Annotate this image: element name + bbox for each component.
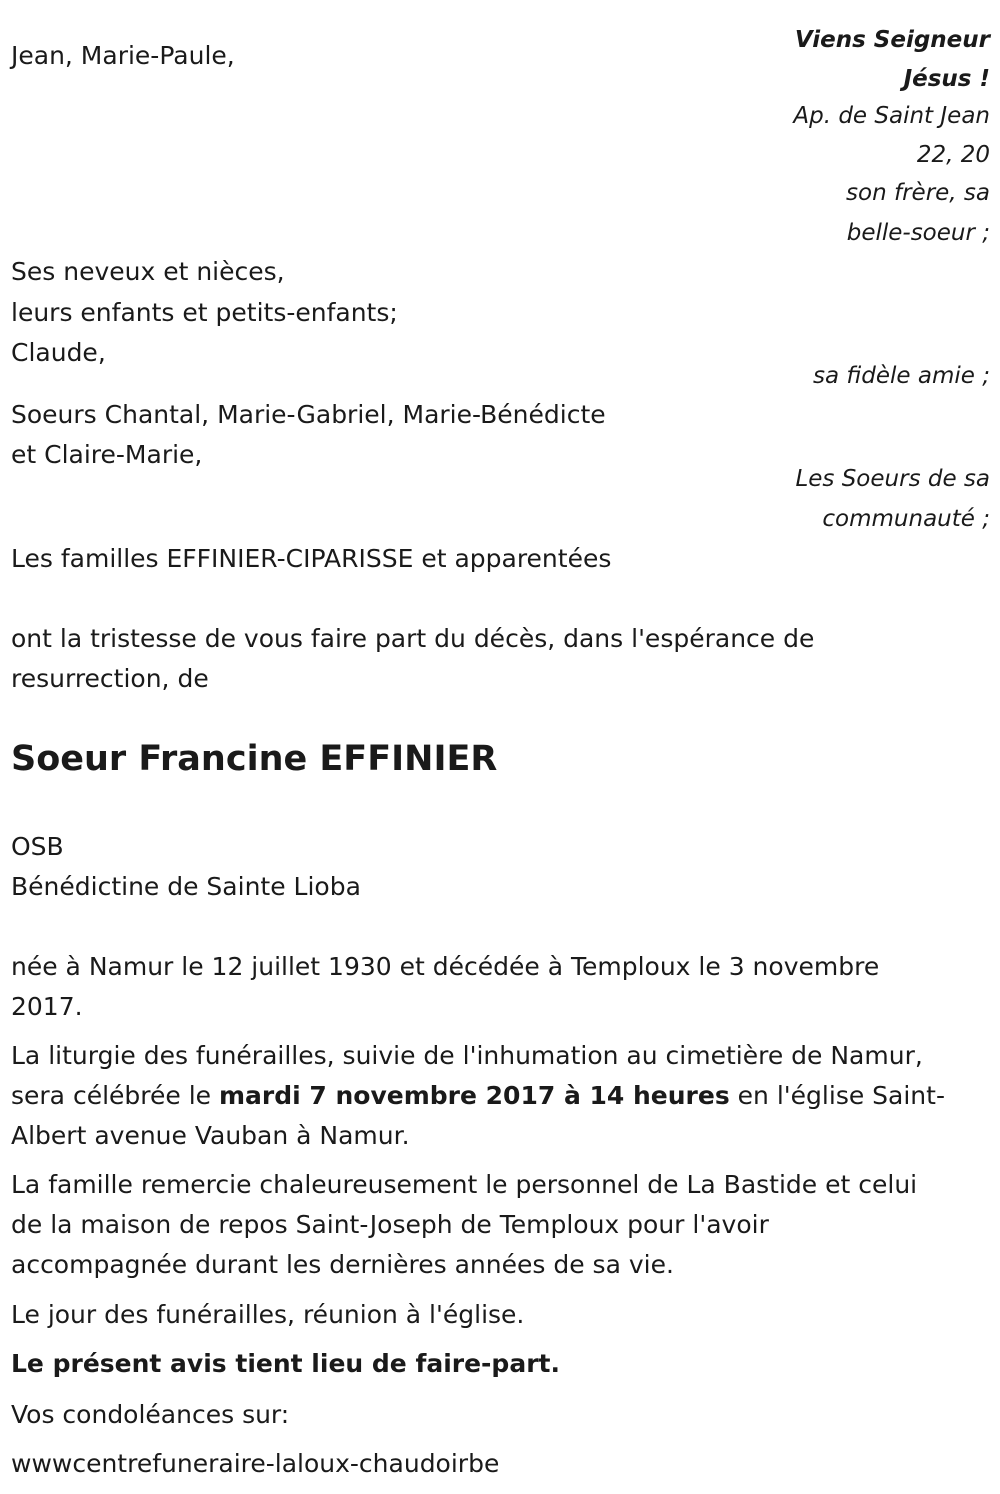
deceased-order: OSB xyxy=(11,832,64,861)
thanks-line-3: accompagnée durant les dernières années de sa vie. xyxy=(11,1250,674,1279)
funeral-line-3: Albert avenue Vauban à Namur. xyxy=(11,1121,410,1150)
family-line-7: Les familles EFFINIER-CIPARISSE et apparentées xyxy=(11,544,612,573)
funeral-line-2-before: sera célébrée le xyxy=(11,1081,219,1110)
condolences-url[interactable]: wwwcentrefuneraire-laloux-chaudoirbe xyxy=(11,1449,500,1478)
quote-line-1: Viens Seigneur xyxy=(794,27,990,53)
relation-brother: son frère, sa xyxy=(846,180,990,206)
funeral-line-1: La liturgie des funérailles, suivie de l'inhumation au cimetière de Namur, xyxy=(11,1041,923,1070)
thanks-line-1: La famille remercie chaleureusement le personnel de La Bastide et celui xyxy=(11,1170,918,1199)
deceased-community: Bénédictine de Sainte Lioba xyxy=(11,872,361,901)
condolences-label: Vos condoléances sur: xyxy=(11,1400,290,1429)
quote-reference-2: 22, 20 xyxy=(916,142,990,168)
quote-line-2: Jésus ! xyxy=(903,66,990,92)
thanks-line-2: de la maison de repos Saint-Joseph de Temploux pour l'avoir xyxy=(11,1210,769,1239)
meeting-note: Le jour des funérailles, réunion à l'église. xyxy=(11,1300,525,1329)
dates-line-2: 2017. xyxy=(11,992,83,1021)
funeral-date-time: mardi 7 novembre 2017 à 14 heures xyxy=(218,1081,730,1110)
relation-community-2: communauté ; xyxy=(822,506,990,532)
family-line-6: et Claire-Marie, xyxy=(11,440,203,469)
funeral-line-2-after: en l'église Saint- xyxy=(729,1081,945,1110)
notice-note: Le présent avis tient lieu de faire-part. xyxy=(11,1349,560,1378)
family-line-5: Soeurs Chantal, Marie-Gabriel, Marie-Bénédicte xyxy=(11,400,606,429)
announcement-line-2: resurrection, de xyxy=(11,664,209,693)
quote-reference-1: Ap. de Saint Jean xyxy=(793,103,990,129)
family-line-4: Claude, xyxy=(11,338,106,367)
relation-community-1: Les Soeurs de sa xyxy=(795,466,990,492)
funeral-line-2 xyxy=(11,1076,945,1116)
family-line-2: Ses neveux et nièces, xyxy=(11,257,285,286)
deceased-name: Soeur Francine EFFINIER xyxy=(11,739,498,779)
announcement-line-1: ont la tristesse de vous faire part du décès, dans l'espérance de xyxy=(11,624,815,653)
relation-friend: sa fidèle amie ; xyxy=(813,363,990,389)
family-line-3: leurs enfants et petits-enfants; xyxy=(11,298,398,327)
dates-line-1: née à Namur le 12 juillet 1930 et décédée à Temploux le 3 novembre xyxy=(11,952,880,981)
family-line-1: Jean, Marie-Paule, xyxy=(11,41,235,70)
relation-sister-in-law: belle-soeur ; xyxy=(846,220,990,246)
